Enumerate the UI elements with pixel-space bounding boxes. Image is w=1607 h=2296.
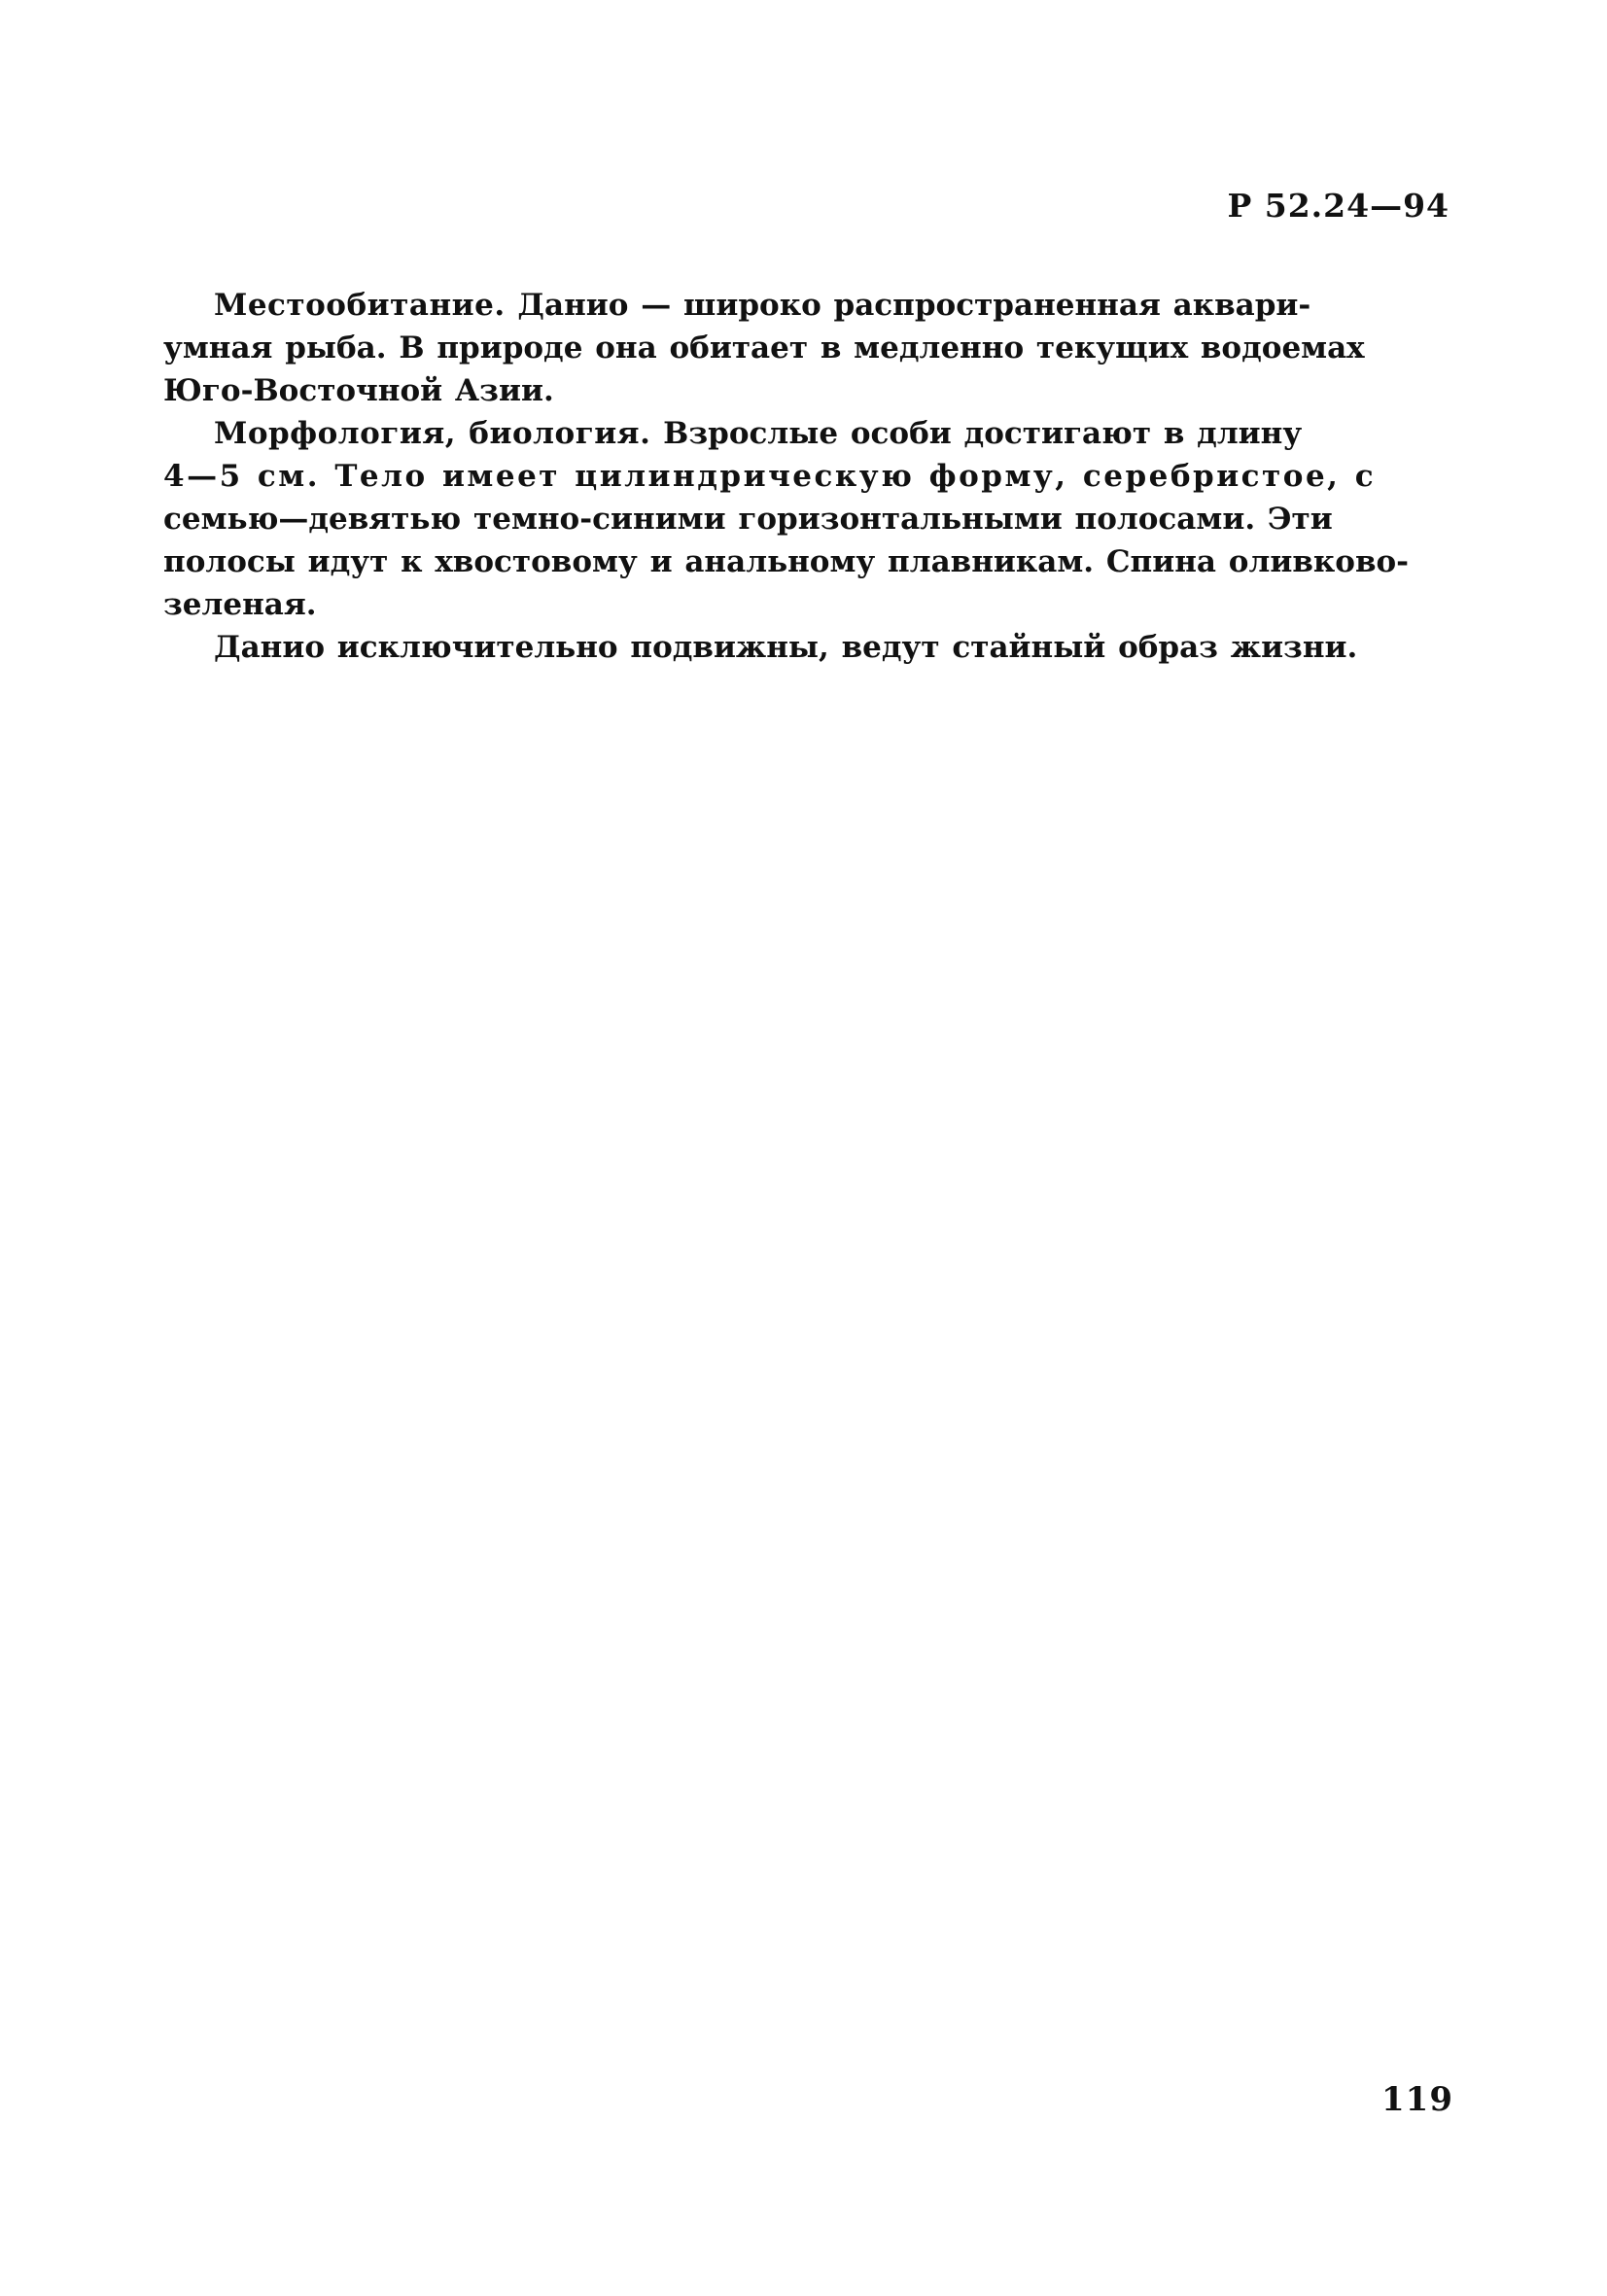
paragraph-line: [214, 284, 1447, 327]
paragraph-line: семью—девятью темно-синими горизонтальными полосами. Эти: [163, 502, 1333, 537]
paragraph-line: [214, 412, 1447, 455]
paragraph-text: Данио — широко распространенная аквари-: [505, 288, 1311, 323]
document-code: Р 52.24—94: [1227, 187, 1450, 225]
page-number: 119: [1381, 2080, 1453, 2119]
paragraph-text: Взрослые особи достигают в длину: [650, 416, 1303, 451]
paragraph-habitat: [163, 284, 1447, 412]
paragraph-morphology: [163, 412, 1447, 626]
paragraph-line: Юго-Восточной Азии.: [163, 373, 554, 408]
body-text: [163, 284, 1447, 669]
paragraph-lead-habitat: Местообитание.: [214, 288, 506, 323]
paragraph-line: зеленая.: [163, 587, 317, 622]
paragraph-lead-morphology: Морфология, биология.: [214, 416, 651, 451]
paragraph-line: умная рыба. В природе она обитает в медленно текущих водоемах: [163, 330, 1365, 365]
paragraph-behavior: [214, 626, 1447, 669]
paragraph-line: 4—5 см. Тело имеет цилиндрическую форму, серебристое, с: [163, 459, 1377, 494]
paragraph-line: Данио исключительно подвижны, ведут стайный образ жизни.: [214, 630, 1358, 665]
paragraph-line: полосы идут к хвостовому и анальному плавникам. Спина оливково-: [163, 544, 1410, 579]
